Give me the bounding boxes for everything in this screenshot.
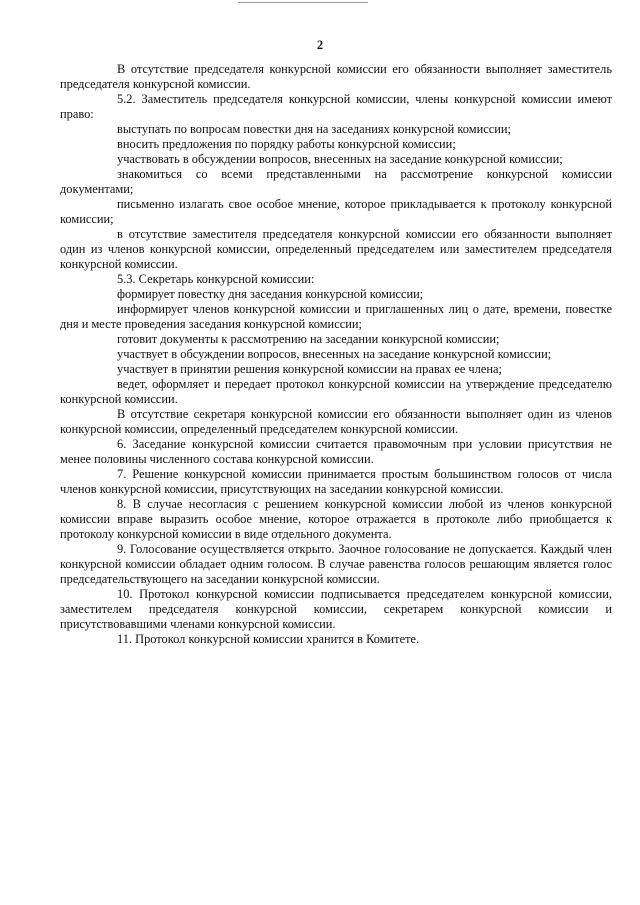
paragraph: в отсутствие заместителя председателя конкурсной комиссии его обязанности выполняет один из членов конкурсной комиссии, определенный председателем или заместителем председателя конкурсной комиссии. xyxy=(60,227,612,271)
paragraph: 8. В случае несогласия с решением конкурсной комиссии любой из членов конкурсной комиссии вправе выразить особое мнение, которое отражается в протоколе либо приобщается к протоколу конкурсной комиссии в виде отдельного документа. xyxy=(60,497,612,541)
paragraph: выступать по вопросам повестки дня на заседаниях конкурсной комиссии; xyxy=(117,122,511,136)
paragraph: формирует повестку дня заседания конкурсной комиссии; xyxy=(117,287,424,301)
paragraph: В отсутствие председателя конкурсной комиссии его обязанности выполняет заместитель председателя конкурсной комиссии. xyxy=(60,62,612,91)
paragraph: 5.2. Заместитель председателя конкурсной комиссии, члены конкурсной комиссии имеют право: xyxy=(60,92,612,121)
paragraph: письменно излагать свое особое мнение, которое прикладывается к протоколу конкурсной комиссии; xyxy=(60,197,612,226)
paragraph: 5.3. Секретарь конкурсной комиссии: xyxy=(117,272,315,286)
document-body xyxy=(60,62,612,647)
paragraph: 7. Решение конкурсной комиссии принимается простым большинством голосов от числа членов конкурсной комиссии, присутствующих на заседании конкурсной комиссии. xyxy=(60,467,612,496)
paragraph: 10. Протокол конкурсной комиссии подписывается председателем конкурсной комиссии, заместителем председателя конкурсной комиссии, секретарем конкурсной комиссии и присутствовавшими членами конкурсной комиссии. xyxy=(60,587,612,631)
paragraph: участвует в обсуждении вопросов, внесенных на заседание конкурсной комиссии; xyxy=(117,347,552,361)
paragraph: участвует в принятии решения конкурсной комиссии на правах ее члена; xyxy=(117,362,502,376)
paragraph: В отсутствие секретаря конкурсной комиссии его обязанности выполняет один из членов конкурсной комиссии, определенный председателем конкурсной комиссии. xyxy=(60,407,612,436)
paragraph: 6. Заседание конкурсной комиссии считается правомочным при условии присутствия не менее половины численного состава конкурсной комиссии. xyxy=(60,437,612,466)
paragraph: ведет, оформляет и передает протокол конкурсной комиссии на утверждение председателю конкурсной комиссии. xyxy=(60,377,612,406)
paragraph: готовит документы к рассмотрению на заседании конкурсной комиссии; xyxy=(117,332,500,346)
paragraph: 9. Голосование осуществляется открыто. Заочное голосование не допускается. Каждый член конкурсной комиссии обладает одним голосом. В случае равенства голосов решающим является голос председательствующего на заседании конкурсной комиссии. xyxy=(60,542,612,586)
page-number: 2 xyxy=(316,38,324,52)
paragraph: вносить предложения по порядку работы конкурсной комиссии; xyxy=(117,137,456,151)
paragraph: знакомиться со всеми представленными на рассмотрение конкурсной комиссии документами; xyxy=(60,167,612,196)
top-divider xyxy=(238,2,368,3)
paragraph: информирует членов конкурсной комиссии и приглашенных лиц о дате, времени, повестке дня и месте проведения заседания конкурсной комиссии; xyxy=(60,302,612,331)
paragraph: участвовать в обсуждении вопросов, внесенных на заседание конкурсной комиссии; xyxy=(117,152,563,166)
paragraph: 11. Протокол конкурсной комиссии хранится в Комитете. xyxy=(117,632,420,646)
